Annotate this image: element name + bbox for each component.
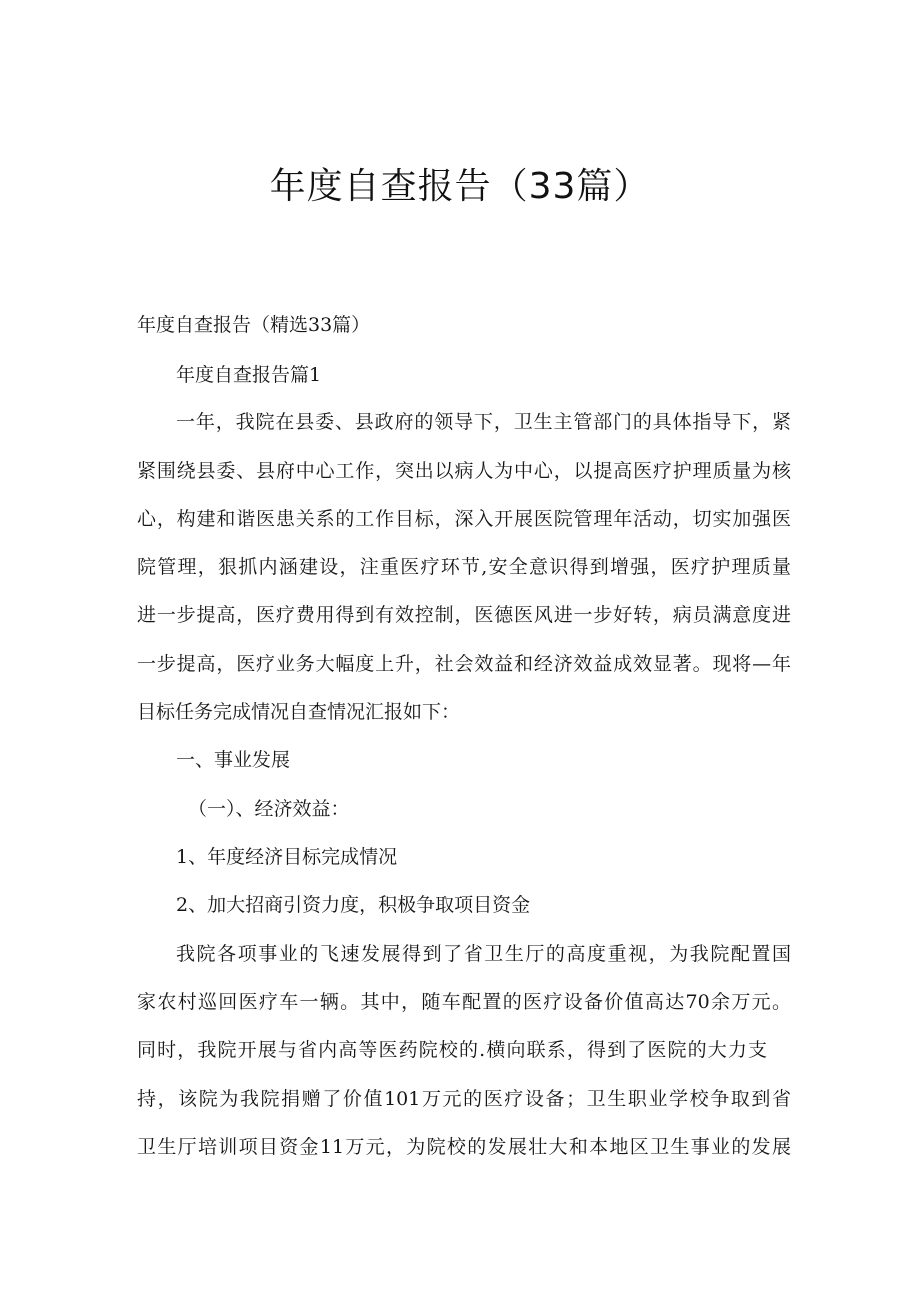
paragraph-line: 进一步提高，医疗费用得到有效控制，医德医风进一步好转，病员满意度进 bbox=[137, 604, 791, 626]
paragraph-line: 院管理，狠抓内涵建设，注重医疗环节,安全意识得到增强，医疗护理质量 bbox=[137, 556, 791, 578]
paragraph-line: 同时，我院开展与省内高等医药院校的.横向联系，得到了医院的大力支 bbox=[137, 1039, 767, 1061]
document-title: 年度自查报告（33篇） bbox=[269, 166, 651, 207]
section-heading: 年度自查报告篇1 bbox=[176, 364, 322, 386]
paragraph-line: 心，构建和谐医患关系的工作目标，深入开展医院管理年活动，切实加强医 bbox=[137, 508, 791, 530]
section-item: 1、年度经济目标完成情况 bbox=[176, 846, 398, 868]
paragraph-line: 一年，我院在县委、县政府的领导下，卫生主管部门的具体指导下，紧 bbox=[176, 411, 791, 433]
paragraph-line: 目标任务完成情况自查情况汇报如下： bbox=[137, 701, 461, 723]
paragraph-line: 紧围绕县委、县府中心工作，突出以病人为中心，以提高医疗护理质量为核 bbox=[137, 460, 791, 482]
paragraph-line: 持，该院为我院捐赠了价值101万元的医疗设备；卫生职业学校争取到省 bbox=[137, 1088, 791, 1110]
document-subtitle: 年度自查报告（精选33篇） bbox=[137, 314, 371, 336]
paragraph-line: 一步提高，医疗业务大幅度上升，社会效益和经济效益成效显著。现将—年 bbox=[137, 653, 791, 675]
paragraph-line: 家农村巡回医疗车一辆。其中，随车配置的医疗设备价值高达70余万元。 bbox=[137, 991, 791, 1013]
section-item: 2、加大招商引资力度，积极争取项目资金 bbox=[176, 894, 531, 916]
section-item: （一）、经济效益： bbox=[188, 798, 350, 820]
paragraph-line: 我院各项事业的飞速发展得到了省卫生厅的高度重视，为我院配置国 bbox=[176, 943, 791, 965]
section-item: 一、事业发展 bbox=[176, 749, 291, 771]
paragraph-line: 卫生厅培训项目资金11万元，为院校的发展壮大和本地区卫生事业的发展 bbox=[137, 1136, 791, 1158]
